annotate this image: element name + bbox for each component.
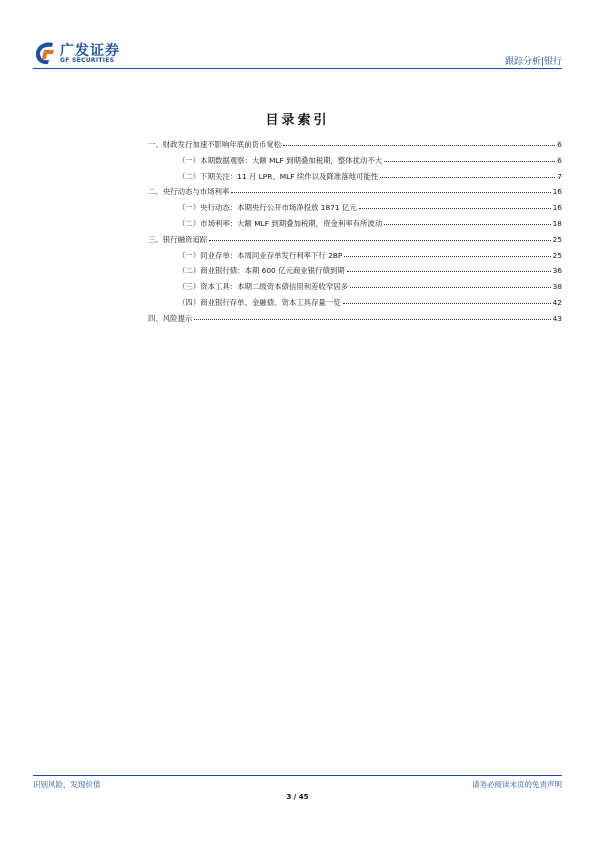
toc-entry-page: 7 bbox=[557, 171, 562, 181]
toc-entry-page: 25 bbox=[552, 250, 562, 260]
toc-dot-leader bbox=[344, 256, 550, 257]
toc-entry-page: 6 bbox=[557, 155, 562, 165]
toc-entry-page: 16 bbox=[552, 187, 562, 197]
logo-english-name: GF SECURITIES bbox=[60, 57, 115, 64]
toc-dot-leader bbox=[380, 177, 555, 178]
toc-entry[interactable] bbox=[148, 250, 562, 266]
toc-entry[interactable] bbox=[148, 281, 562, 297]
toc-dot-leader bbox=[194, 319, 550, 320]
page-number: 3 / 45 bbox=[286, 793, 309, 801]
toc-dot-leader bbox=[384, 224, 550, 225]
page-header bbox=[33, 38, 562, 68]
toc-entry[interactable] bbox=[148, 202, 562, 218]
toc-dot-leader bbox=[347, 271, 551, 272]
table-of-contents bbox=[148, 139, 562, 329]
toc-entry[interactable] bbox=[148, 313, 562, 329]
toc-entry-text: 四、风险提示 bbox=[148, 313, 193, 323]
toc-entry-text: （一）本期数据观察：大额 MLF 到期叠加税期，整体扰动不大 bbox=[178, 155, 383, 165]
toc-entry-text: 一、财政发行加速不影响年底前货币宽松 bbox=[148, 140, 282, 149]
toc-dot-leader bbox=[359, 208, 551, 209]
logo-chinese-name: 广发证券 bbox=[60, 43, 120, 59]
toc-entry-page: 38 bbox=[552, 282, 562, 292]
toc-entry-text: 三、银行融资追踪 bbox=[148, 234, 208, 244]
toc-dot-leader bbox=[350, 287, 551, 288]
toc-entry-text: （一）同业存单：本周同业存单发行利率下行 2BP bbox=[178, 250, 343, 260]
footer-disclaimer-note: 请务必阅读末页的免责声明 bbox=[472, 780, 562, 789]
toc-entry-page: 36 bbox=[552, 266, 562, 276]
toc-entry[interactable] bbox=[148, 171, 562, 187]
toc-dot-leader bbox=[343, 303, 551, 304]
toc-entry-text: 二、央行动态与市场利率 bbox=[148, 187, 230, 197]
toc-dot-leader bbox=[231, 192, 550, 193]
footer-slogan: 识别风险，发现价值 bbox=[33, 780, 101, 789]
toc-dot-leader bbox=[209, 240, 550, 241]
toc-entry-text: （三）资本工具：本期二级资本债信用利差收窄居多 bbox=[178, 282, 348, 292]
toc-entry[interactable] bbox=[148, 155, 562, 171]
toc-dot-leader bbox=[384, 161, 555, 162]
toc-title: 目录索引 bbox=[265, 113, 330, 128]
toc-entry-page: 18 bbox=[552, 218, 562, 228]
toc-dot-leader bbox=[283, 145, 555, 146]
toc-entry[interactable] bbox=[148, 265, 562, 281]
footer-divider bbox=[33, 775, 562, 776]
toc-entry-page: 6 bbox=[557, 140, 562, 149]
toc-entry-text: （四）商业银行存单、金融债、资本工具存量一览 bbox=[178, 297, 341, 307]
toc-entry[interactable] bbox=[148, 218, 562, 234]
gf-securities-logo bbox=[33, 40, 163, 66]
header-divider bbox=[33, 68, 562, 69]
toc-entry-text: （二）商业银行债：本期 600 亿元商业银行债到期 bbox=[178, 266, 345, 276]
toc-entry-page: 25 bbox=[552, 234, 562, 244]
toc-entry-page: 16 bbox=[552, 203, 562, 213]
report-category: 跟踪分析|银行 bbox=[504, 57, 562, 67]
toc-entry[interactable] bbox=[148, 297, 562, 313]
toc-entry[interactable] bbox=[148, 139, 562, 155]
gf-logo-icon bbox=[33, 40, 57, 66]
toc-entry[interactable] bbox=[148, 234, 562, 250]
toc-entry-text: （二）市场利率：大额 MLF 到期叠加税期，资金利率有所波动 bbox=[178, 218, 383, 228]
toc-entry-page: 42 bbox=[552, 297, 562, 307]
toc-entry-text: （一）央行动态：本期央行公开市场净投放 1871 亿元 bbox=[178, 203, 357, 213]
toc-entry-page: 43 bbox=[552, 313, 562, 323]
toc-entry[interactable] bbox=[148, 186, 562, 202]
toc-entry-text: （二）下期关注：11 月 LPR、MLF 续作以及降准落地可能性 bbox=[178, 171, 379, 181]
